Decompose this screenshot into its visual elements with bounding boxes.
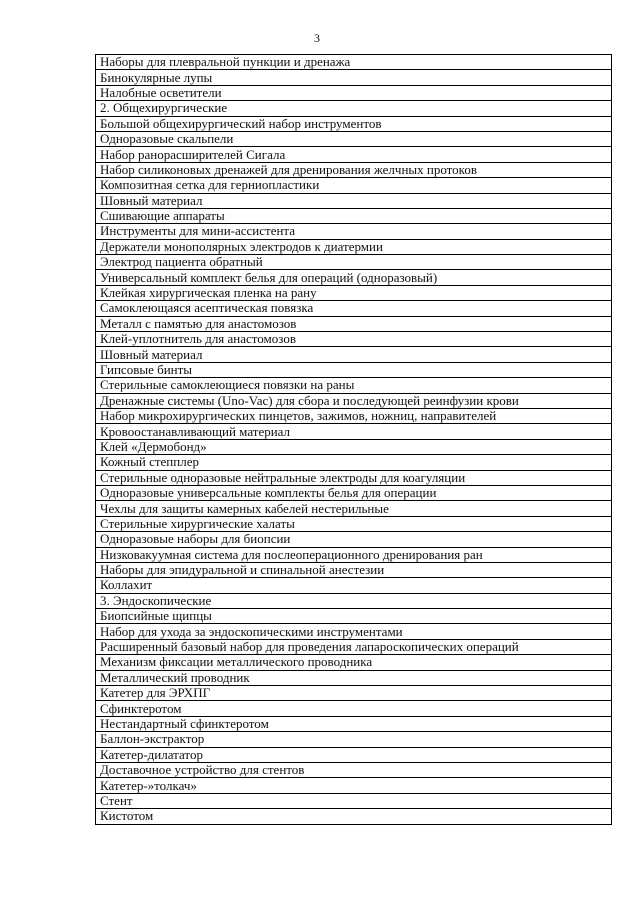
table-cell: Самоклеющаяся асептическая повязка xyxy=(96,301,612,316)
table-cell: Бинокулярные лупы xyxy=(96,70,612,85)
table-cell: Кистотом xyxy=(96,809,612,824)
table-row xyxy=(96,362,612,377)
table-row xyxy=(96,762,612,777)
table-cell: Налобные осветители xyxy=(96,85,612,100)
table-cell: Набор силиконовых дренажей для дренирования желчных протоков xyxy=(96,162,612,177)
table-row xyxy=(96,208,612,223)
table-row xyxy=(96,378,612,393)
table-row xyxy=(96,655,612,670)
table-row xyxy=(96,485,612,500)
table-cell: Одноразовые универсальные комплекты белья для операции xyxy=(96,485,612,500)
table-row xyxy=(96,178,612,193)
table-cell: Механизм фиксации металлического проводника xyxy=(96,655,612,670)
table-row xyxy=(96,516,612,531)
table-row xyxy=(96,439,612,454)
table-cell: Клей «Дермобонд» xyxy=(96,439,612,454)
table-row xyxy=(96,224,612,239)
table-cell: Набор для ухода за эндоскопическими инструментами xyxy=(96,624,612,639)
table-cell: Катетер-дилататор xyxy=(96,747,612,762)
table-row xyxy=(96,147,612,162)
table-cell: 3. Эндоскопические xyxy=(96,593,612,608)
table-cell: Низковакуумная система для послеоперационного дренирования ран xyxy=(96,547,612,562)
table-row xyxy=(96,270,612,285)
table-row xyxy=(96,239,612,254)
table-cell: Расширенный базовый набор для проведения лапароскопических операций xyxy=(96,639,612,654)
table-row xyxy=(96,701,612,716)
table-row xyxy=(96,347,612,362)
table-cell: Клей-уплотнитель для анастомозов xyxy=(96,332,612,347)
table-row xyxy=(96,55,612,70)
table-row xyxy=(96,162,612,177)
table-row xyxy=(96,408,612,423)
table-row xyxy=(96,70,612,85)
table-row xyxy=(96,455,612,470)
table-cell: Одноразовые скальпели xyxy=(96,131,612,146)
table-cell: Наборы для эпидуральной и спинальной анестезии xyxy=(96,562,612,577)
table-cell: Набор ранорасширителей Сигала xyxy=(96,147,612,162)
table-cell: Стерильные самоклеющиеся повязки на раны xyxy=(96,378,612,393)
table-cell: Доставочное устройство для стентов xyxy=(96,762,612,777)
table-cell: Гипсовые бинты xyxy=(96,362,612,377)
equipment-table xyxy=(95,54,612,825)
table-cell: Дренажные системы (Uno-Vac) для сбора и последующей реинфузии крови xyxy=(96,393,612,408)
table-row xyxy=(96,424,612,439)
table-row xyxy=(96,131,612,146)
table-row xyxy=(96,778,612,793)
table-cell: Нестандартный сфинктеротом xyxy=(96,716,612,731)
table-row xyxy=(96,609,612,624)
table-row xyxy=(96,255,612,270)
table-cell: Сфинктеротом xyxy=(96,701,612,716)
table-cell: Чехлы для защиты камерных кабелей нестерильные xyxy=(96,501,612,516)
table-cell: Электрод пациента обратный xyxy=(96,255,612,270)
table-cell: Наборы для плевральной пункции и дренажа xyxy=(96,55,612,70)
table-cell: Кожный степплер xyxy=(96,455,612,470)
table-cell: Большой общехирургический набор инструментов xyxy=(96,116,612,131)
table-cell: Катетер для ЭРХПГ xyxy=(96,686,612,701)
table-cell: Стерильные хирургические халаты xyxy=(96,516,612,531)
table-row xyxy=(96,193,612,208)
table-cell: Кровоостанавливающий материал xyxy=(96,424,612,439)
table-cell: Держатели монополярных электродов к диатермии xyxy=(96,239,612,254)
table-cell: Универсальный комплект белья для операций (одноразовый) xyxy=(96,270,612,285)
table-body xyxy=(96,55,612,825)
table-row xyxy=(96,686,612,701)
table-cell: Сшивающие аппараты xyxy=(96,208,612,223)
table-cell: 2. Общехирургические xyxy=(96,101,612,116)
table-row xyxy=(96,85,612,100)
table-row xyxy=(96,301,612,316)
table-row xyxy=(96,670,612,685)
table-cell: Одноразовые наборы для биопсии xyxy=(96,532,612,547)
table-row xyxy=(96,285,612,300)
table-row xyxy=(96,116,612,131)
table-cell: Клейкая хирургическая пленка на рану xyxy=(96,285,612,300)
table-cell: Стент xyxy=(96,793,612,808)
table-row xyxy=(96,624,612,639)
table-row xyxy=(96,532,612,547)
table-row xyxy=(96,501,612,516)
table-row xyxy=(96,732,612,747)
table-cell: Металл с памятью для анастомозов xyxy=(96,316,612,331)
table-row xyxy=(96,593,612,608)
table-cell: Инструменты для мини-ассистента xyxy=(96,224,612,239)
table-row xyxy=(96,562,612,577)
table-cell: Шовный материал xyxy=(96,193,612,208)
table-row xyxy=(96,101,612,116)
table-row xyxy=(96,470,612,485)
table-row xyxy=(96,316,612,331)
table-cell: Шовный материал xyxy=(96,347,612,362)
table-row xyxy=(96,793,612,808)
table-row xyxy=(96,332,612,347)
table-row xyxy=(96,393,612,408)
table-cell: Композитная сетка для герниопластики xyxy=(96,178,612,193)
page-number: 3 xyxy=(314,31,320,45)
table-row xyxy=(96,547,612,562)
table-row xyxy=(96,639,612,654)
table-row xyxy=(96,716,612,731)
table-row xyxy=(96,578,612,593)
table-cell: Катетер-»толкач» xyxy=(96,778,612,793)
table-cell: Баллон-экстрактор xyxy=(96,732,612,747)
table-row xyxy=(96,747,612,762)
table-row xyxy=(96,809,612,824)
table-cell: Стерильные одноразовые нейтральные электроды для коагуляции xyxy=(96,470,612,485)
table-cell: Металлический проводник xyxy=(96,670,612,685)
table-cell: Биопсийные щипцы xyxy=(96,609,612,624)
table-cell: Набор микрохирургических пинцетов, зажимов, ножниц, направителей xyxy=(96,408,612,423)
table-cell: Коллахит xyxy=(96,578,612,593)
